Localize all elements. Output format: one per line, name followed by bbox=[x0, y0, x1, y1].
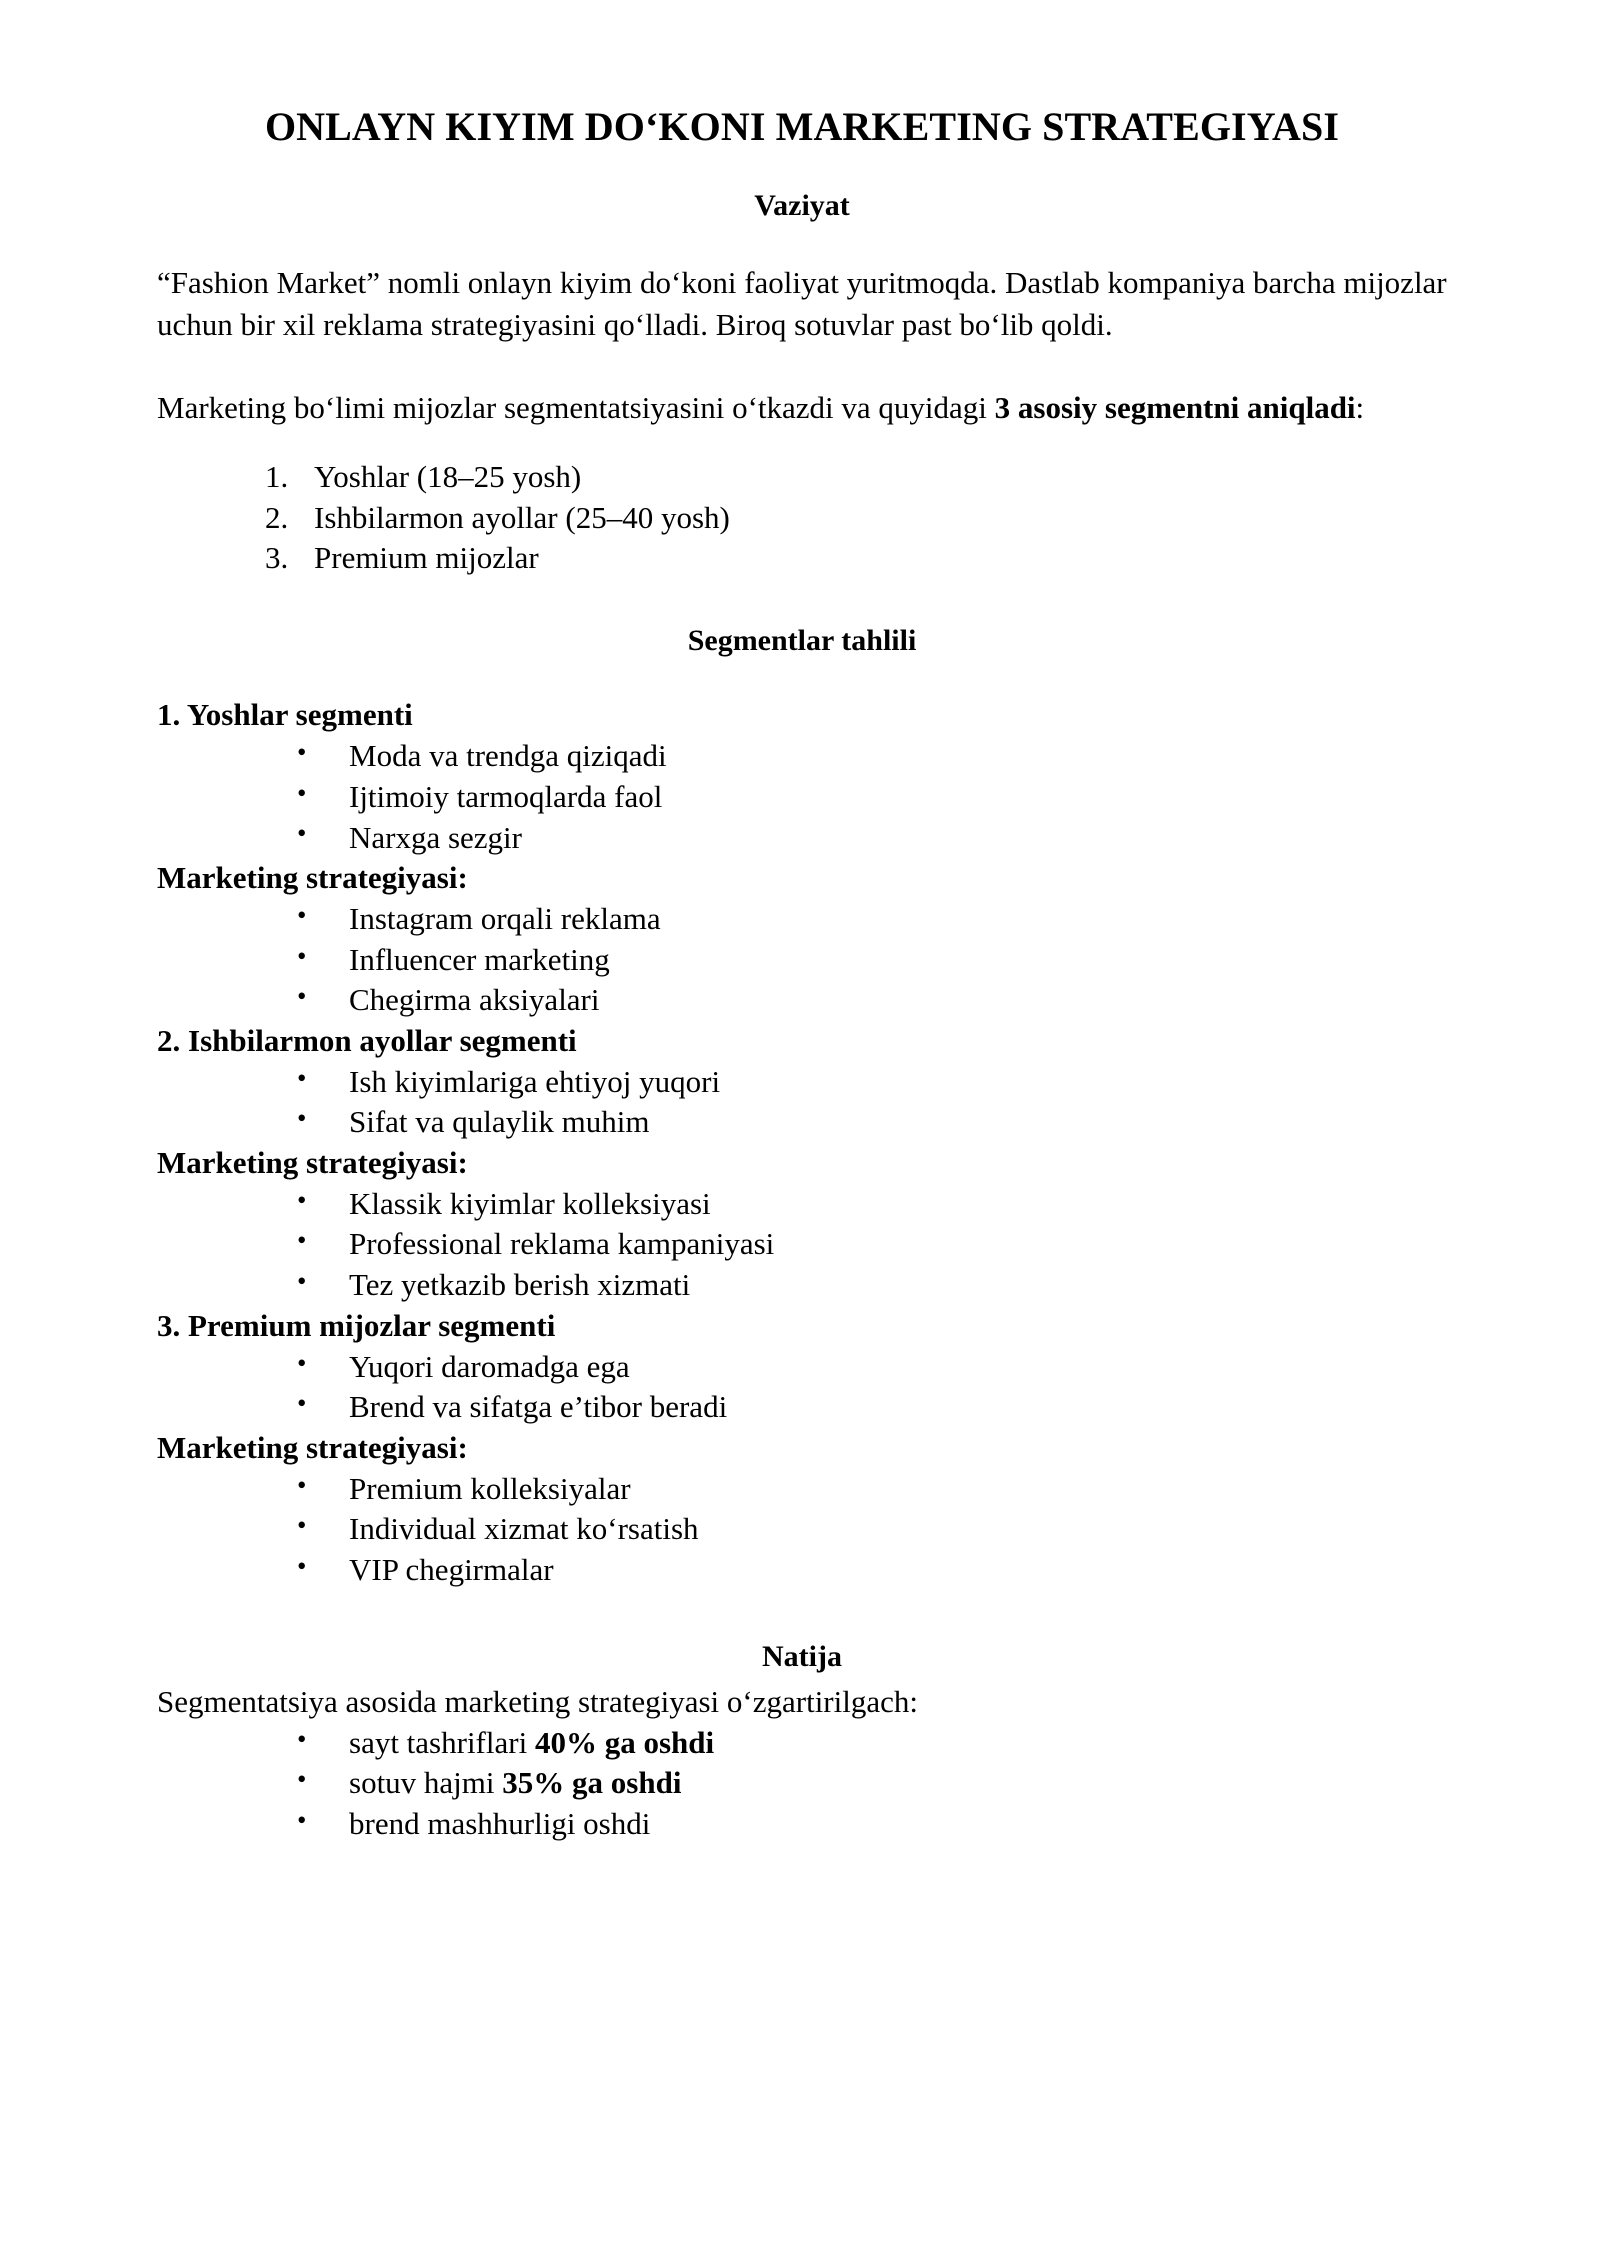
list-item: • Instagram orqali reklama bbox=[297, 899, 1447, 940]
list-item: 1. Yoshlar (18–25 yosh) bbox=[296, 457, 1447, 498]
list-item: • Narxga sezgir bbox=[297, 818, 1447, 859]
segment-heading-2: 2. Ishbilarmon ayollar segmenti bbox=[157, 1022, 577, 1058]
result-bold-text: 35% ga oshdi bbox=[502, 1765, 682, 1801]
page-title: ONLAYN KIYIM DO‘KONI MARKETING STRATEGIYASI bbox=[264, 104, 1340, 149]
list-item: • Brend va sifatga e’tibor beradi bbox=[297, 1387, 1447, 1428]
section-heading-natija: Natija bbox=[762, 1639, 842, 1673]
segmentation-paragraph bbox=[157, 347, 1447, 429]
segmentation-tail-text: : bbox=[1355, 389, 1365, 425]
list-item: • Klassik kiyimlar kolleksiyasi bbox=[297, 1184, 1447, 1225]
segment-traits-list-2 bbox=[157, 1062, 1447, 1143]
intro-paragraph: “Fashion Market” nomli onlayn kiyim do‘koni faoliyat yuritmoqda. Dastlab kompaniya barcha mijozlar uchun bir xil reklama strategiyasini qo‘lladi. Biroq sotuvlar past bo‘lib qoldi. bbox=[157, 265, 1447, 343]
segment-heading-3: 3. Premium mijozlar segmenti bbox=[157, 1307, 556, 1343]
list-item: • Ish kiyimlariga ehtiyoj yuqori bbox=[297, 1062, 1447, 1103]
list-item bbox=[297, 1723, 1447, 1764]
result-bold-text: 40% ga oshdi bbox=[534, 1724, 715, 1760]
segment-strategies-list-3 bbox=[157, 1469, 1447, 1591]
segmentation-lead-text: Marketing bo‘limi mijozlar segmentatsiyasini o‘tkazdi va quyidagi bbox=[157, 389, 995, 425]
list-item: • Tez yetkazib berish xizmati bbox=[297, 1265, 1447, 1306]
strategy-heading-1: Marketing strategiyasi: bbox=[157, 860, 468, 896]
list-item bbox=[297, 1804, 1447, 1845]
list-item: • Ijtimoiy tarmoqlarda faol bbox=[297, 777, 1447, 818]
segment-strategies-list-1 bbox=[157, 899, 1447, 1021]
list-item: • VIP chegirmalar bbox=[297, 1550, 1447, 1591]
strategy-heading-2: Marketing strategiyasi: bbox=[157, 1144, 468, 1180]
result-plain-text: sayt tashriflari bbox=[349, 1724, 535, 1760]
analysis-segment-3 bbox=[157, 1306, 1447, 1591]
list-item: 3. Premium mijozlar bbox=[296, 538, 1447, 579]
segment-strategies-list-2 bbox=[157, 1184, 1447, 1306]
list-item: • Sifat va qulaylik muhim bbox=[297, 1102, 1447, 1143]
result-plain-text: brend mashhurligi oshdi bbox=[349, 1805, 651, 1841]
list-item: • Professional reklama kampaniyasi bbox=[297, 1224, 1447, 1265]
list-item: • Premium kolleksiyalar bbox=[297, 1469, 1447, 1510]
list-item: • Individual xizmat ko‘rsatish bbox=[297, 1509, 1447, 1550]
result-lead-paragraph: Segmentatsiya asosida marketing strategiyasi o‘zgartirilgach: bbox=[157, 1683, 918, 1719]
analysis-segment-1 bbox=[157, 659, 1447, 1020]
list-item: • Influencer marketing bbox=[297, 940, 1447, 981]
section-heading-vaziyat: Vaziyat bbox=[754, 189, 850, 223]
segment-heading-1: 1. Yoshlar segmenti bbox=[157, 697, 413, 733]
list-item bbox=[297, 1763, 1447, 1804]
document-content bbox=[157, 0, 1447, 1845]
analysis-segment-2 bbox=[157, 1021, 1447, 1306]
segmentation-bold-text: 3 asosiy segmentni aniqladi bbox=[994, 389, 1356, 425]
segment-traits-list-1 bbox=[157, 736, 1447, 858]
section-heading-segmentlar-tahlili: Segmentlar tahlili bbox=[687, 624, 917, 658]
list-item: • Chegirma aksiyalari bbox=[297, 980, 1447, 1021]
segment-traits-list-3 bbox=[157, 1347, 1447, 1428]
list-item: • Moda va trendga qiziqadi bbox=[297, 736, 1447, 777]
strategy-heading-3: Marketing strategiyasi: bbox=[157, 1429, 468, 1465]
list-item: 2. Ishbilarmon ayollar (25–40 yosh) bbox=[296, 498, 1447, 539]
results-list bbox=[157, 1723, 1447, 1845]
segments-numbered-list bbox=[157, 429, 1447, 580]
list-item: • Yuqori daromadga ega bbox=[297, 1347, 1447, 1388]
result-plain-text: sotuv hajmi bbox=[349, 1765, 503, 1801]
